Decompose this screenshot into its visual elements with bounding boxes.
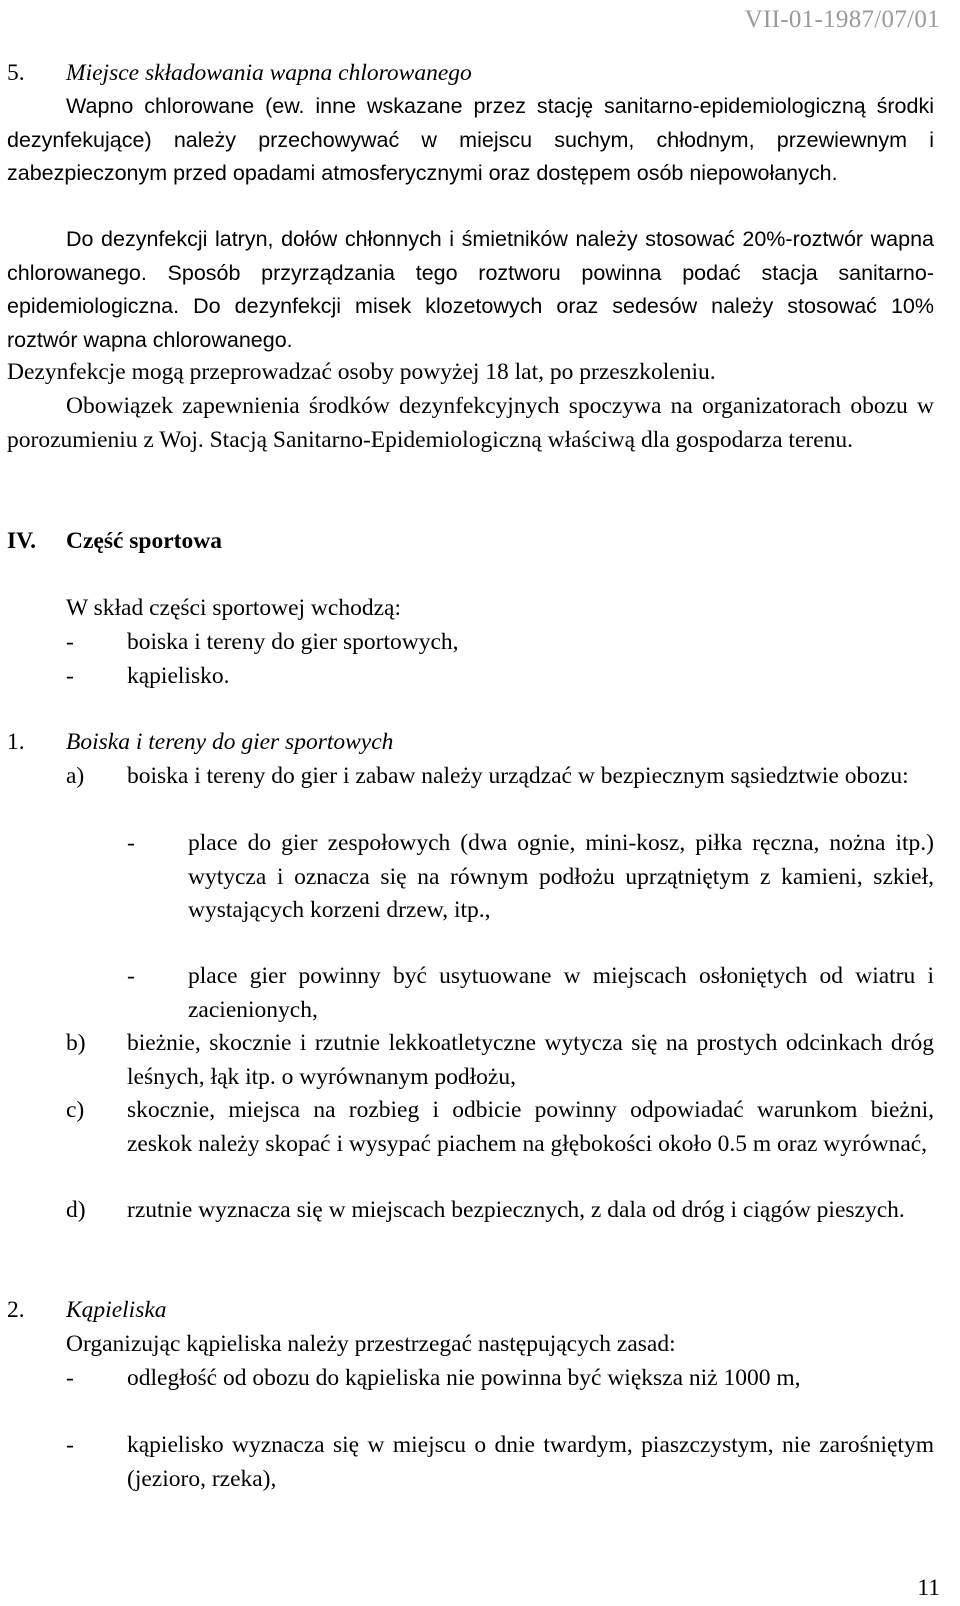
section-title: Miejsce składowania wapna chlorowanego bbox=[66, 60, 472, 86]
list-dash: - bbox=[66, 663, 74, 689]
list-dash: - bbox=[66, 1432, 74, 1458]
list-intro: Organizując kąpieliska należy przestrzegać następujących zasad: bbox=[66, 1331, 676, 1357]
list-dash: - bbox=[127, 830, 135, 856]
list-intro: W skład części sportowej wchodzą: bbox=[66, 595, 401, 621]
item-label: a) bbox=[66, 763, 85, 789]
subsection-number: 2. bbox=[7, 1297, 25, 1323]
list-dash: - bbox=[66, 629, 74, 655]
subsection-number: 1. bbox=[7, 729, 25, 755]
sub-item-text: place do gier zespołowych (dwa ognie, mini-kosz, piłka ręczna, nożna itp.) wytycza i oznacza się na równym podłożu uprzątniętym z kamieni, szkieł, wystających korzeni drzew, itp., bbox=[188, 830, 934, 923]
item-label: c) bbox=[66, 1097, 85, 1123]
item-text: skocznie, miejsca na rozbieg i odbicie powinny odpowiadać warunkom bieżni, zeskok należy skopać i wysypać piachem na głębokości około 0.5 m oraz wyrównać, bbox=[127, 1097, 934, 1157]
paragraph: Do dezynfekcji latryn, dołów chłonnych i śmietników należy stosować 20%-roztwór wapna chlorowanego. Sposób przyrządzania tego roztworu powinna podać stacja sanitarno-epidemiologiczna. Do dezynfekcji misek klozetowych oraz sedesów należy stosować 10% roztwór wapna chlorowanego. bbox=[7, 227, 934, 352]
subsection-title: Boiska i tereny do gier sportowych bbox=[66, 729, 394, 755]
subsection-title: Kąpieliska bbox=[66, 1297, 167, 1323]
item-label: d) bbox=[66, 1197, 86, 1223]
item-text: boiska i tereny do gier i zabaw należy urządzać w bezpiecznym sąsiedztwie obozu: bbox=[127, 763, 909, 789]
paragraph: Dezynfekcje mogą przeprowadzać osoby powyżej 18 lat, po przeszkoleniu. bbox=[7, 359, 716, 385]
list-item: odległość od obozu do kąpieliska nie powinna być większa niż 1000 m, bbox=[127, 1365, 801, 1391]
list-dash: - bbox=[127, 963, 135, 989]
item-text: rzutnie wyznacza się w miejscach bezpiecznych, z dala od dróg i ciągów pieszych. bbox=[127, 1197, 905, 1223]
item-label: b) bbox=[66, 1030, 86, 1056]
list-item: kąpielisko wyznacza się w miejscu o dnie twardym, piaszczystym, nie zarośniętym (jezioro, rzeka), bbox=[127, 1432, 934, 1492]
part-numeral: IV. bbox=[7, 528, 36, 554]
item-text: bieżnie, skocznie i rzutnie lekkoatletyczne wytycza się na prostych odcinkach dróg leśnych, łąk itp. o wyrównanym podłożu, bbox=[127, 1030, 934, 1090]
list-item: boiska i tereny do gier sportowych, bbox=[127, 629, 459, 655]
document-reference: VII-01-1987/07/01 bbox=[744, 6, 940, 33]
paragraph: Wapno chlorowane (ew. inne wskazane przez stację sanitarno-epidemiologiczną środki dezynfekujące) należy przechowywać w miejscu suchym, chłodnym, przewiewnym i zabezpieczonym przed opadami atmosferycznymi oraz dostępem osób niepowołanych. bbox=[7, 94, 934, 185]
list-item: kąpielisko. bbox=[127, 663, 230, 689]
page-number: 11 bbox=[917, 1575, 940, 1601]
section-number: 5. bbox=[7, 60, 25, 86]
part-title: Część sportowa bbox=[66, 528, 222, 554]
sub-item-text: place gier powinny być usytuowane w miejscach osłoniętych od wiatru i zacienionych, bbox=[188, 963, 934, 1023]
list-dash: - bbox=[66, 1365, 74, 1391]
paragraph: Obowiązek zapewnienia środków dezynfekcyjnych spoczywa na organizatorach obozu w porozumieniu z Woj. Stacją Sanitarno-Epidemiologiczną właściwą dla gospodarza terenu. bbox=[7, 393, 934, 453]
